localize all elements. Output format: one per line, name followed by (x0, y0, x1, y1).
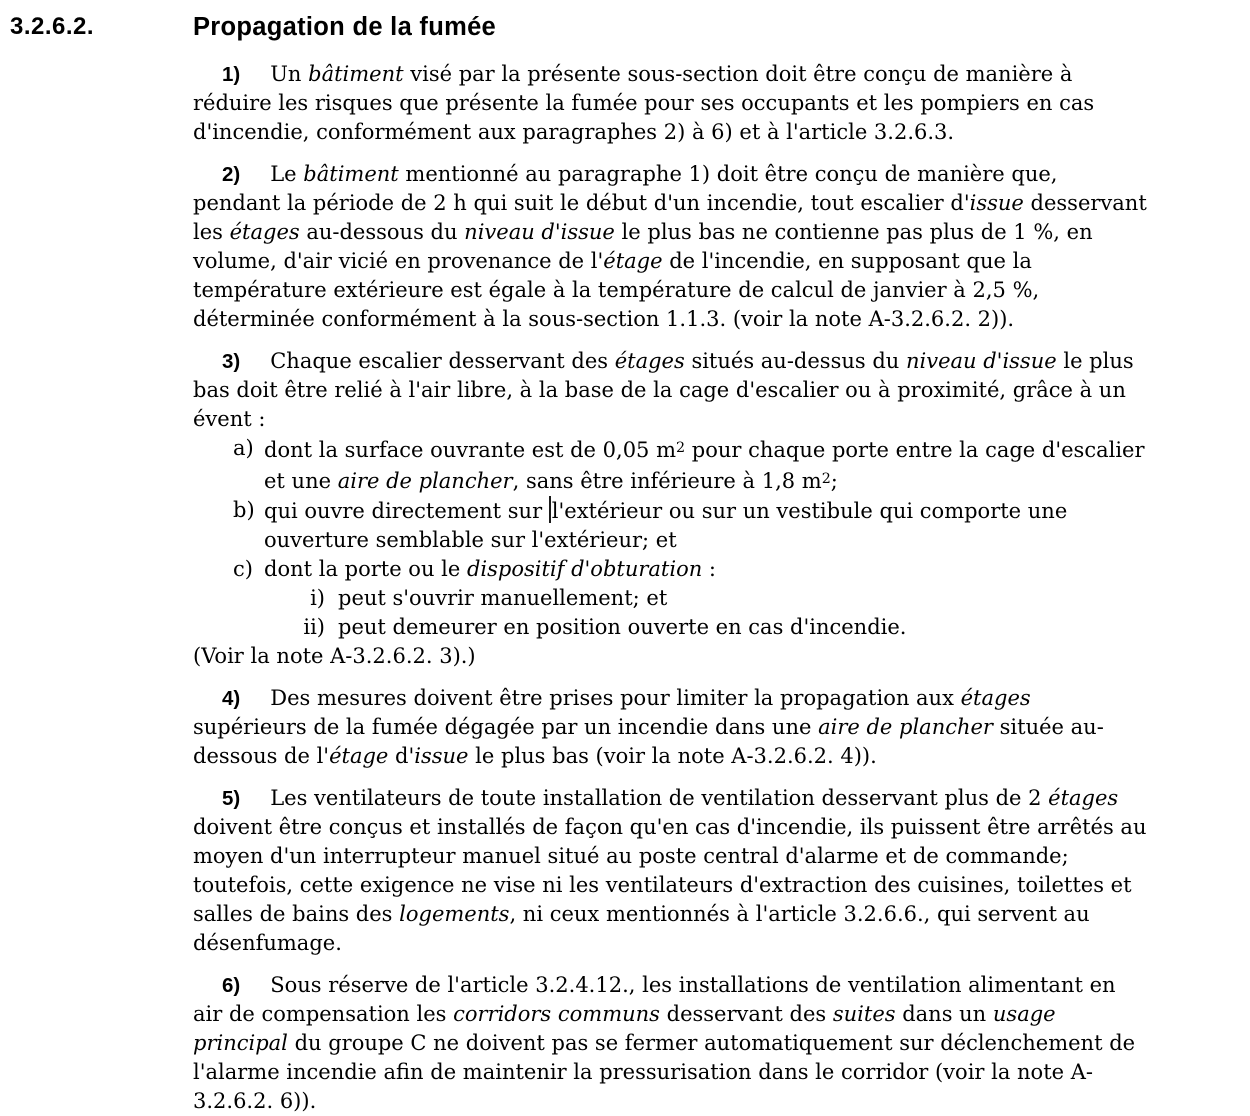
text-run: Le (270, 162, 304, 186)
defined-term: niveau d'issue (905, 349, 1057, 373)
paragraph-number: 3) (222, 350, 241, 373)
defined-term: niveau d'issue (464, 220, 615, 244)
text-run: du groupe C ne doivent pas se fermer automatiquement sur déclenchement de l'alarme incendie afin de maintenir la pressurisation dans le corridor (voir la note A-3.2.6.2. 6)). (193, 1031, 1136, 1113)
text-run: doivent être conçus et installés de façon qu'en cas d'incendie, ils puissent être arrêtés au moyen d'un interrupteur manuel situé au poste central d'alarme et de commande; toutefois, cette exigence ne vise ni les ventilateurs d'extraction des cuisines, toilettes et salles de bains des (193, 815, 1147, 926)
article-title: Propagation de la fumée (193, 13, 497, 41)
text-run: pour chaque porte entre la cage d'escalier et une (264, 438, 1145, 493)
paragraph (193, 971, 1151, 1116)
text-run: d' (388, 744, 415, 768)
list-item-label: a) (233, 436, 254, 460)
paragraph-number: 5) (222, 787, 241, 810)
sub-list-item (193, 584, 1151, 613)
text-run: , sans être inférieure à 1,8 m (512, 469, 822, 493)
text-run: qui ouvre directement sur (264, 499, 549, 523)
article-number: 3.2.6.2. (10, 13, 95, 40)
list-item (193, 555, 1151, 584)
list-item-label: c) (233, 557, 253, 581)
text-run: ; (830, 469, 838, 493)
text-run: le plus bas (voir la note A-3.2.6.2. 4)). (468, 744, 877, 768)
text-run: au-dessous du (299, 220, 465, 244)
text-run: mentionné au paragraphe 1) doit être conçu de manière que, pendant la période de 2 h qui suit le début d'un incendie, tout escalier d' (193, 162, 1058, 215)
list-item-label: b) (233, 498, 255, 522)
defined-term: bâtiment (303, 162, 399, 186)
defined-term: corridors communs (453, 1002, 660, 1026)
text-run: située au-dessous de l' (193, 715, 1104, 768)
superscript: 2 (821, 471, 831, 487)
text-run: de l'incendie, en supposant que la température extérieure est égale à la température de calcul de janvier à 2,5 %, déterminée conformément à la sous-section 1.1.3. (voir la note A-3.2.6.2. 2)). (193, 249, 1040, 331)
paragraph (193, 684, 1151, 771)
text-run: Les ventilateurs de toute installation de ventilation desservant plus de 2 (270, 786, 1049, 810)
defined-term: usage principal (193, 1002, 1056, 1055)
text-run: supérieurs de la fumée dégagée par un incendie dans une (193, 715, 819, 739)
text-run: situés au-dessus du (684, 349, 906, 373)
text-run: dans un (895, 1002, 993, 1026)
defined-term: suites (832, 1002, 896, 1026)
note-line (193, 642, 1151, 671)
defined-term: étages (1048, 786, 1119, 810)
paragraph (193, 160, 1151, 334)
text-run: , ni ceux mentionnés à l'article 3.2.6.6., qui servent au désenfumage. (193, 902, 1090, 955)
paragraph (193, 784, 1151, 958)
sub-list-item (193, 613, 1151, 642)
paragraph-number: 6) (222, 974, 241, 997)
defined-term: bâtiment (308, 62, 404, 86)
defined-term: logements (399, 902, 510, 926)
text-run: le plus bas ne contienne pas plus de 1 %, en volume, d'air vicié en provenance de l' (193, 220, 1093, 273)
list-item (193, 496, 1151, 555)
text-run: visé par la présente sous-section doit être conçu de manière à réduire les risques que présente la fumée pour ses occupants et les pompiers en cas d'incendie, conformément aux paragraphes 2) à 6) et à l'article 3.2.6.3. (193, 62, 1095, 144)
list-item (193, 434, 1151, 496)
defined-term: aire de plancher (818, 715, 993, 739)
text-run: : (702, 557, 716, 581)
paragraph (193, 347, 1151, 434)
defined-term: étages (614, 349, 685, 373)
text-run: le plus bas doit être relié à l'air libre, à la base de la cage d'escalier ou à proximité, grâce à un évent : (193, 349, 1134, 431)
defined-term: dispositif d'obturation (466, 557, 703, 581)
defined-term: étages (229, 220, 300, 244)
defined-term: aire de plancher (337, 469, 513, 493)
text-run: l'extérieur ou sur un vestibule qui comporte une ouverture semblable sur l'extérieur; et (264, 499, 1068, 552)
text-run: Des mesures doivent être prises pour limiter la propagation aux (270, 686, 961, 710)
text-run: desservant les (193, 191, 1147, 244)
text-run: dont la surface ouvrante est de 0,05 m (264, 438, 677, 462)
paragraph (193, 60, 1151, 147)
defined-term: issue (969, 191, 1024, 215)
text-caret (549, 496, 551, 523)
list-item-label: ii) (303, 615, 325, 639)
defined-term: étage (603, 249, 663, 273)
document-body (193, 60, 1151, 1116)
text-run: peut s'ouvrir manuellement; et (338, 586, 668, 610)
paragraph-number: 2) (222, 163, 241, 186)
text-run: dont la porte ou le (264, 557, 467, 581)
text-run: desservant des (659, 1002, 833, 1026)
defined-term: étage (329, 744, 389, 768)
paragraph-number: 4) (222, 687, 241, 710)
text-run: (Voir la note A-3.2.6.2. 3).) (193, 644, 476, 668)
text-run: peut demeurer en position ouverte en cas d'incendie. (338, 615, 907, 639)
text-run: Chaque escalier desservant des (270, 349, 615, 373)
superscript: 2 (676, 440, 686, 456)
text-run: Un (270, 62, 309, 86)
list-item-label: i) (310, 586, 325, 610)
text-run: Sous réserve de l'article 3.2.4.12., les installations de ventilation alimentant en air de compensation les (193, 973, 1116, 1026)
paragraph-number: 1) (222, 63, 241, 86)
defined-term: issue (414, 744, 469, 768)
defined-term: étages (960, 686, 1031, 710)
